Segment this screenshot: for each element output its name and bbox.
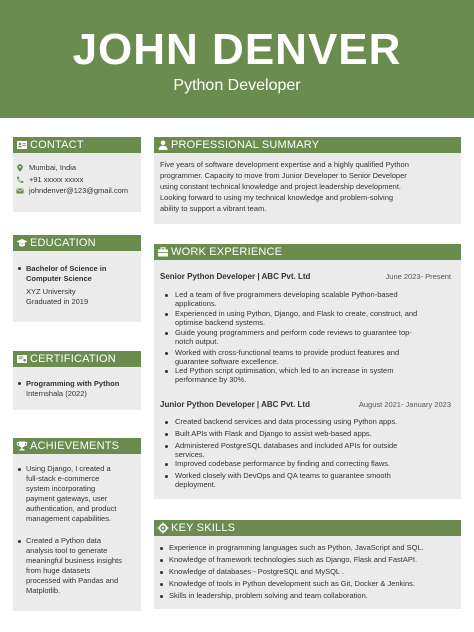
achievement-1-line-5: authentication, and product [26,504,117,513]
achievement-bullet [18,468,21,471]
job-dates: June 2023- Present [385,272,451,281]
degree-line-1: Bachelor of Science in [26,264,107,273]
job-bullet-text: notch output. [175,337,219,346]
briefcase-icon [157,246,169,258]
certification-issuer: Internshala (2022) [26,389,87,398]
experience-title: WORK EXPERIENCE [171,246,283,258]
job-bullet-text: Improved codebase performance by finding and correcting flaws. [175,459,391,468]
job-bullet [165,463,168,466]
job-bullet [165,433,168,436]
job-bullet [165,370,168,373]
job-bullet-text: performance by 30%. [175,375,247,384]
candidate-name: JOHN DENVER [72,25,402,74]
phone-icon [16,176,24,184]
job-bullet-text: Created backend services and data processing using Python apps. [175,417,398,426]
job-bullet [165,475,168,478]
achievement-bullet [18,540,21,543]
achievement-2-line-4: from huge datasets [26,566,91,575]
skill-item: Knowledge of framework technologies such as Django, Flask and FastAPI. [169,555,418,564]
summary-line: Looking forward to using my technical knowledge and problem-solving [160,193,394,202]
summary-line: ability to support a vibrant team. [160,204,267,213]
job-bullet-text: Led a team of five programmers developing scalable Python-based [175,290,398,299]
skill-item: Knowledge of tools in Python development such as Git, Docker & Jenkins. [169,579,415,588]
university: XYZ University [26,287,76,296]
candidate-role: Python Developer [173,77,301,94]
summary-line: programmer. Capacity to move from Junior Developer to Senior Developer [160,171,407,180]
graduation-cap-icon [16,237,28,249]
certificate-icon [16,353,28,365]
achievement-2-line-2: analysis tool to generate [26,546,108,555]
location-pin-icon [16,164,24,172]
achievement-1-line-1: Using Django, I created a [26,464,111,473]
location-text: Mumbai, India [29,163,77,172]
summary-heading [154,137,461,153]
email-link[interactable]: johndenver@123@gmail.com [29,186,129,195]
card-icon [16,139,28,151]
job-bullet-text: applications. [175,299,217,308]
achievements-title: ACHIEVEMENTS [30,440,120,452]
job-bullet-text: deployment. [175,480,216,489]
gear-icon [157,522,169,534]
phone-text: +91 xxxxx xxxxx [29,175,84,184]
degree-line-2: Computer Science [26,274,92,283]
job-bullet-text: Worked closely with DevOps and QA teams to guarantee smooth [175,471,391,480]
summary-title: PROFESSIONAL SUMMARY [171,139,320,151]
skill-bullet [160,595,163,598]
certification-name: Programming with Python [26,379,120,388]
job-bullet-text: guarantee software excellence. [175,357,279,366]
job-bullet-text: Experienced in using Python, Django, and Flask to create, construct, and [175,309,418,318]
skills-heading [154,520,461,536]
resume-header [0,0,474,118]
certification-heading [13,351,141,367]
job-bullet [165,352,168,355]
job-bullet-text: Built APIs with Flask and Django to assist web-based apps. [175,429,372,438]
job-bullet [165,313,168,316]
skill-item: Knowledge of databases - PostgreSQL and MySQL . [169,567,344,576]
skill-item: Skills in leadership, problem solving and team collaboration. [169,591,368,600]
job-bullet [165,332,168,335]
job-dates: August 2021- January 2023 [358,400,451,409]
education-heading [13,235,141,251]
job-bullet [165,445,168,448]
skill-bullet [160,571,163,574]
achievement-1-line-2: full-stack e-commerce [26,474,100,483]
certification-title: CERTIFICATION [30,353,116,365]
skill-bullet [160,547,163,550]
achievement-2-line-3: meaningful business insights [26,556,122,565]
job-bullet-text: Led Python script optimisation, which led to an increase in system [175,366,394,375]
summary-line: Five years of software development expertise and a highly qualified Python [160,160,409,169]
job-bullet-text: Administered PostgreSQL databases and included APIs for outside [175,441,398,450]
education-panel [13,250,141,322]
job-bullet [165,294,168,297]
experience-heading [154,244,461,260]
graduation-year: Graduated in 2019 [26,297,89,306]
education-title: EDUCATION [30,237,96,249]
achievement-2-line-1: Created a Python data [26,536,102,545]
job-bullet-text: Worked with cross-functional teams to provide product features and [175,348,400,357]
contact-title: CONTACT [30,139,84,151]
education-bullet [18,267,21,270]
skills-title: KEY SKILLS [171,522,236,534]
skill-bullet [160,583,163,586]
job-bullet-text: Guide young programmers and perform code reviews to guarantee top- [175,328,412,337]
person-icon [157,139,169,151]
achievement-1-line-4: payment gateways, user [26,494,108,503]
achievement-1-line-3: system incorporating [26,484,96,493]
skill-bullet [160,559,163,562]
contact-heading [13,137,141,153]
achievement-2-line-6: Matplotlib. [26,586,61,595]
certification-bullet [18,382,21,385]
job-bullet [165,421,168,424]
achievements-heading [13,438,141,454]
achievement-1-line-6: management capabilities. [26,514,112,523]
summary-line: using constant technical knowledge and project leadership development. [160,182,401,191]
skill-item: Experience in programming languages such as Python, JavaScript and SQL. [169,543,424,552]
job-bullet-text: optimise backend systems. [175,318,266,327]
job-title: Junior Python Developer | ABC Pvt. Ltd [160,400,310,409]
trophy-icon [16,440,28,452]
job-bullet-text: services. [175,450,205,459]
mail-icon [16,187,24,195]
achievement-2-line-5: processed with Pandas and [26,576,119,585]
job-title: Senior Python Developer | ABC Pvt. Ltd [160,272,311,281]
